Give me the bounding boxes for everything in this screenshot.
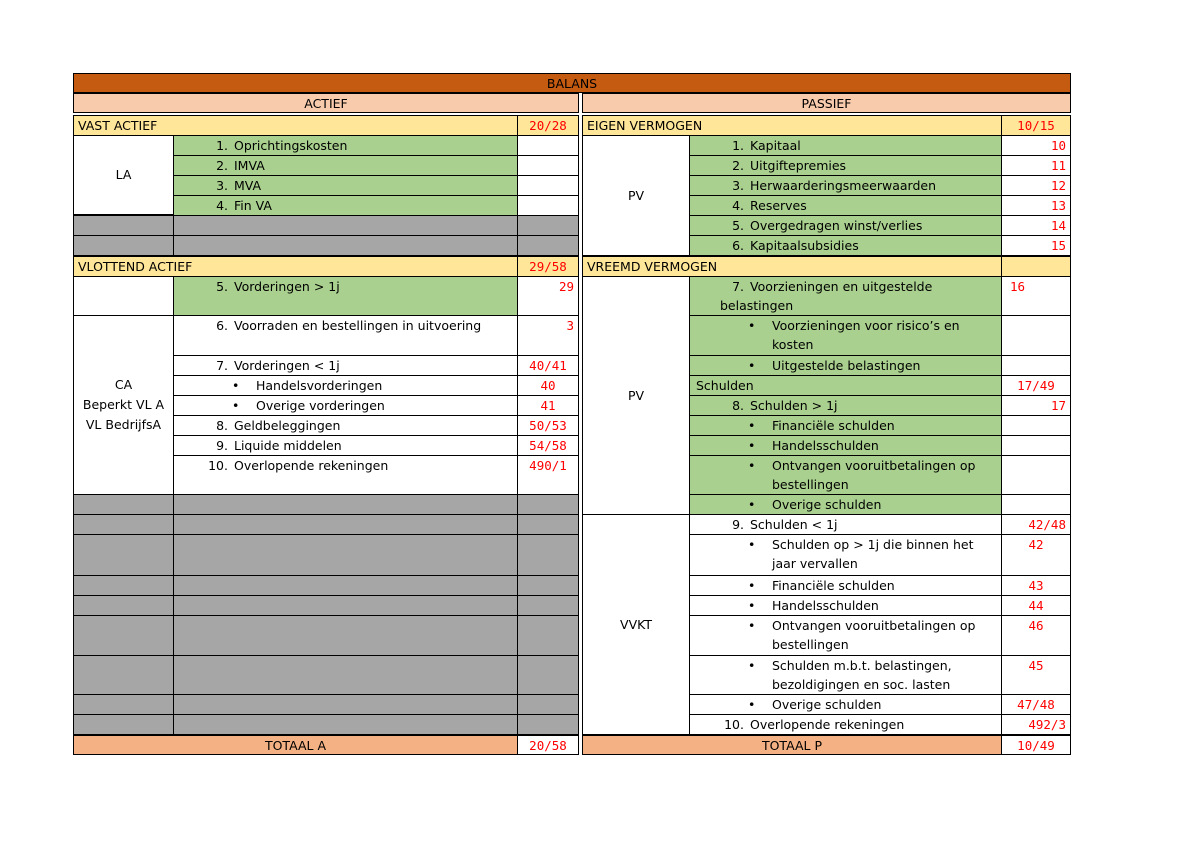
vlottend-bullet-2 — [173, 395, 518, 416]
vlottend-actief-code: 29/58 — [517, 256, 579, 277]
empty-cell — [173, 514, 518, 535]
vreemd-item8-bullet-1 — [689, 415, 1002, 436]
eigen-item-1 — [689, 135, 1002, 156]
item-number: 2. — [216, 158, 228, 173]
empty-cell — [173, 494, 518, 515]
empty-code-cell — [1001, 315, 1071, 356]
bullet-label: • Ontvangen vooruitbetalingen op bestellingen — [772, 458, 976, 492]
eigen-item-2-code: 11 — [1001, 155, 1071, 176]
eigen-item-4 — [689, 195, 1002, 216]
vreemd-item9-bullet-2-code: 43 — [1001, 575, 1071, 596]
vreemd-item-10-code: 492/3 — [1001, 714, 1071, 735]
vreemd-item9-bullet-6 — [689, 694, 1002, 715]
item-label: Overlopende rekeningen — [234, 458, 389, 473]
vreemd-item9-bullet-3-code: 44 — [1001, 595, 1071, 616]
item-label: Reserves — [750, 198, 807, 213]
empty-code-cell — [1001, 415, 1071, 436]
eigen-item-2 — [689, 155, 1002, 176]
empty-cell — [517, 714, 579, 735]
vreemd-item9-bullet-5-code: 45 — [1001, 655, 1071, 695]
item-label: Herwaarderingsmeerwaarden — [750, 178, 937, 193]
vlottend-item-7-code: 40/41 — [517, 355, 579, 376]
schulden-label: Schulden — [689, 375, 1002, 396]
item-number: 9. — [216, 438, 228, 453]
empty-cell — [73, 714, 174, 735]
empty-cell — [73, 615, 174, 656]
empty-cell — [173, 615, 518, 656]
vreemd-item-9-code: 42/48 — [1001, 514, 1071, 535]
vlottend-item-5 — [173, 276, 518, 316]
vreemd-item9-bullet-5 — [689, 655, 1002, 695]
eigen-item-3 — [689, 175, 1002, 196]
bullet-label: • Handelsvorderingen — [256, 378, 383, 393]
vlottend-bullet-2-code: 41 — [517, 395, 579, 416]
vlottend-bullet-1-code: 40 — [517, 375, 579, 396]
vast-actief-label: VAST ACTIEF — [73, 115, 518, 136]
item-number: 1. — [216, 138, 228, 153]
vast-item-4 — [173, 195, 518, 216]
item-number: 3. — [732, 178, 744, 193]
vreemd-item7-bullet-2 — [689, 355, 1002, 376]
eigen-item-5 — [689, 215, 1002, 236]
vreemd-item8-bullet-2 — [689, 435, 1002, 456]
bullet-label: • Handelsschulden — [772, 438, 879, 453]
empty-cell — [73, 215, 174, 236]
vlottend-item-6-code: 3 — [517, 315, 579, 356]
empty-cell — [73, 595, 174, 616]
vlottend-item-9 — [173, 435, 518, 456]
item-number: 5. — [732, 218, 744, 233]
empty-cell — [517, 494, 579, 515]
vvkt-group: VVKT — [582, 514, 690, 735]
vast-actief-code: 20/28 — [517, 115, 579, 136]
empty-cell — [173, 534, 518, 576]
totaal-a-code: 20/58 — [517, 735, 579, 755]
item-number: 6. — [732, 238, 744, 253]
item-number: 8. — [732, 398, 744, 413]
empty-cell — [73, 276, 174, 316]
bullet-label: • Ontvangen vooruitbetalingen op bestellingen — [772, 618, 976, 652]
eigen-vermogen-label: EIGEN VERMOGEN — [582, 115, 1002, 136]
vast-item-3-code — [517, 175, 579, 196]
vlottend-actief-label: VLOTTEND ACTIEF — [73, 256, 518, 277]
vreemd-item9-bullet-4 — [689, 615, 1002, 656]
bullet-label: • Financiële schulden — [772, 418, 895, 433]
eigen-item-6 — [689, 235, 1002, 256]
item-label: Oprichtingskosten — [234, 138, 348, 153]
bullet-label: • Handelsschulden — [772, 598, 879, 613]
eigen-item-4-code: 13 — [1001, 195, 1071, 216]
empty-cell — [73, 655, 174, 695]
empty-cell — [173, 655, 518, 695]
item-number: 7. — [732, 279, 744, 294]
item-number: 7. — [216, 358, 228, 373]
item-label: Voorzieningen en uitgestelde belastingen — [720, 279, 933, 313]
bullet-label: • Uitgestelde belastingen — [772, 358, 921, 373]
empty-cell — [173, 575, 518, 596]
vreemd-item9-bullet-3 — [689, 595, 1002, 616]
vreemd-vermogen-code — [1001, 256, 1071, 277]
empty-cell — [73, 694, 174, 715]
empty-code-cell — [1001, 455, 1071, 495]
bullet-label: • Voorzieningen voor risico’s en kosten — [772, 318, 960, 352]
empty-cell — [73, 235, 174, 256]
item-number: 4. — [732, 198, 744, 213]
balans-title: BALANS — [73, 73, 1071, 93]
item-label: Overlopende rekeningen — [750, 717, 905, 732]
empty-cell — [517, 215, 579, 236]
item-label: MVA — [234, 178, 262, 193]
la-group: LA — [73, 135, 174, 215]
empty-code-cell — [1001, 494, 1071, 515]
totaal-p-code: 10/49 — [1001, 735, 1071, 755]
empty-cell — [73, 494, 174, 515]
vreemd-item9-bullet-4-code: 46 — [1001, 615, 1071, 656]
item-label: Kapitaalsubsidies — [750, 238, 859, 253]
totaal-p-label: TOTAAL P — [582, 735, 1002, 755]
pv-group-eigen: PV — [582, 135, 690, 256]
item-number: 9. — [732, 517, 744, 532]
eigen-vermogen-code: 10/15 — [1001, 115, 1071, 136]
empty-code-cell — [1001, 435, 1071, 456]
item-label: Voorraden en bestellingen in uitvoering — [234, 318, 482, 333]
vreemd-item-8-code: 17 — [1001, 395, 1071, 416]
empty-cell — [73, 534, 174, 576]
vlottend-item-6 — [173, 315, 518, 356]
vreemd-item8-bullet-3 — [689, 455, 1002, 495]
vast-item-3 — [173, 175, 518, 196]
empty-cell — [517, 575, 579, 596]
item-number: 8. — [216, 418, 228, 433]
empty-cell — [517, 235, 579, 256]
schulden-code: 17/49 — [1001, 375, 1071, 396]
item-number: 1. — [732, 138, 744, 153]
bullet-label: • Overige schulden — [772, 497, 882, 512]
vreemd-item-9 — [689, 514, 1002, 535]
bullet-label: • Schulden m.b.t. belastingen, bezoldigingen en soc. lasten — [772, 658, 952, 692]
empty-cell — [173, 694, 518, 715]
vreemd-item8-bullet-4 — [689, 494, 1002, 515]
vreemd-vermogen-label: VREEMD VERMOGEN — [582, 256, 1002, 277]
vlottend-item-7 — [173, 355, 518, 376]
item-number: 6. — [216, 318, 228, 333]
empty-cell — [517, 534, 579, 576]
vreemd-item9-bullet-1 — [689, 534, 1002, 576]
item-label: Kapitaal — [750, 138, 801, 153]
vlottend-item-5-code: 29 — [517, 276, 579, 316]
empty-cell — [517, 655, 579, 695]
empty-cell — [517, 514, 579, 535]
empty-cell — [73, 514, 174, 535]
vlottend-item-10-code: 490/1 — [517, 455, 579, 495]
vlottend-item-10 — [173, 455, 518, 495]
item-label: Vorderingen > 1j — [234, 279, 340, 294]
item-number: 3. — [216, 178, 228, 193]
vreemd-item-7-code: 16 — [1001, 276, 1071, 316]
item-label: Schulden < 1j — [750, 517, 838, 532]
item-number: 10. — [208, 458, 228, 473]
item-number: 2. — [732, 158, 744, 173]
passief-header: PASSIEF — [582, 93, 1071, 113]
empty-cell — [173, 235, 518, 256]
bullet-label: • Overige vorderingen — [256, 398, 385, 413]
item-label: Vorderingen < 1j — [234, 358, 340, 373]
vreemd-item9-bullet-2 — [689, 575, 1002, 596]
vreemd-item7-bullet-1 — [689, 315, 1002, 356]
item-label: Liquide middelen — [234, 438, 342, 453]
actief-header: ACTIEF — [73, 93, 579, 113]
empty-cell — [517, 595, 579, 616]
vast-item-2 — [173, 155, 518, 176]
ca-group: CA Beperkt VL A VL BedrijfsA — [73, 315, 174, 495]
vast-item-4-code — [517, 195, 579, 216]
eigen-item-3-code: 12 — [1001, 175, 1071, 196]
vreemd-item9-bullet-6-code: 47/48 — [1001, 694, 1071, 715]
item-label: Schulden > 1j — [750, 398, 838, 413]
empty-cell — [73, 575, 174, 596]
eigen-item-1-code: 10 — [1001, 135, 1071, 156]
vlottend-item-9-code: 54/58 — [517, 435, 579, 456]
item-label: Geldbeleggingen — [234, 418, 341, 433]
vlottend-item-8 — [173, 415, 518, 436]
bullet-label: • Schulden op > 1j die binnen het jaar vervallen — [772, 537, 974, 571]
vreemd-item-8 — [689, 395, 1002, 416]
vast-item-2-code — [517, 155, 579, 176]
item-label: IMVA — [234, 158, 265, 173]
vreemd-item-7 — [689, 276, 1002, 316]
empty-code-cell — [1001, 355, 1071, 376]
totaal-a-label: TOTAAL A — [73, 735, 518, 755]
vreemd-item-10 — [689, 714, 1002, 735]
item-number: 4. — [216, 198, 228, 213]
empty-cell — [173, 714, 518, 735]
vreemd-item9-bullet-1-code: 42 — [1001, 534, 1071, 576]
item-number: 10. — [724, 717, 744, 732]
item-label: Uitgiftepremies — [750, 158, 847, 173]
bullet-label: • Financiële schulden — [772, 578, 895, 593]
vast-item-1-code — [517, 135, 579, 156]
vast-item-1 — [173, 135, 518, 156]
bullet-label: • Overige schulden — [772, 697, 882, 712]
item-label: Overgedragen winst/verlies — [750, 218, 923, 233]
empty-cell — [517, 615, 579, 656]
item-label: Fin VA — [234, 198, 272, 213]
empty-cell — [517, 694, 579, 715]
vlottend-item-8-code: 50/53 — [517, 415, 579, 436]
item-number: 5. — [216, 279, 228, 294]
eigen-item-5-code: 14 — [1001, 215, 1071, 236]
empty-cell — [173, 595, 518, 616]
vlottend-bullet-1 — [173, 375, 518, 396]
empty-cell — [173, 215, 518, 236]
pv-group-vreemd: PV — [582, 276, 690, 515]
eigen-item-6-code: 15 — [1001, 235, 1071, 256]
